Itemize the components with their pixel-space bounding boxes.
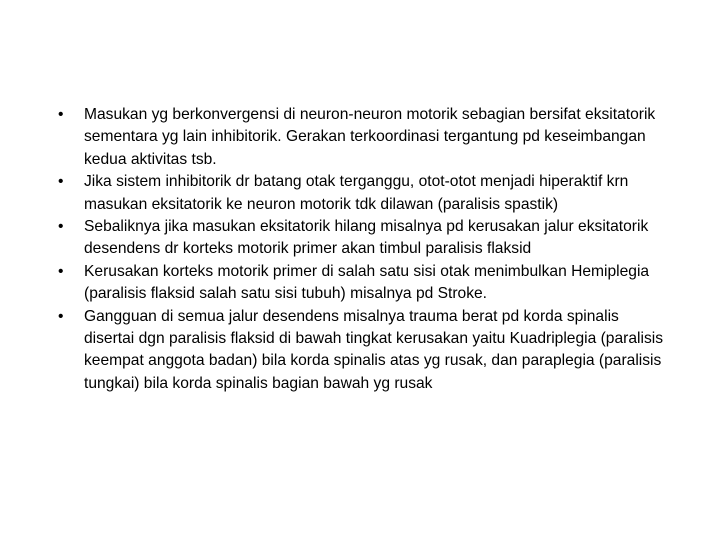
bullet-list: [58, 104, 668, 395]
bullet-marker: •: [58, 218, 64, 236]
bullet-text: Gangguan di semua jalur desendens misalnya trauma berat pd korda spinalis disertai dgn paralisis flaksid di bawah tingkat kerusakan yaitu Kuadriplegia (paralisis keempat anggota badan) bila korda spinalis atas yg rusak, dan paraplegia (paralisis tungkai) bila korda spinalis bagian bawah yg rusak: [84, 307, 664, 392]
bullet-marker: •: [58, 106, 64, 123]
bullet-marker: •: [58, 307, 64, 325]
bullet-item: [58, 171, 668, 216]
bullet-text: Sebaliknya jika masukan eksitatorik hilang misalnya pd kerusakan jalur eksitatorik desendens dr korteks motorik primer akan timbul paralisis flaksid: [84, 218, 649, 258]
bullet-text: Masukan yg berkonvergensi di neuron-neuron motorik sebagian bersifat eksitatorik sementara yg lain inhibitorik. Gerakan terkoordinasi tergantung pd keseimbangan kedua aktivitas tsb.: [84, 106, 656, 168]
bullet-item: [58, 104, 668, 171]
bullet-marker: •: [58, 173, 64, 191]
bullet-text: Kerusakan korteks motorik primer di salah satu sisi otak menimbulkan Hemiplegia (paralisis flaksid salah satu sisi tubuh) misalnya pd Stroke.: [84, 262, 650, 303]
bullet-marker: •: [58, 262, 64, 280]
bullet-item: [58, 306, 668, 396]
bullet-text: Jika sistem inhibitorik dr batang otak terganggu, otot-otot menjadi hiperaktif krn masukan eksitatorik ke neuron motorik tdk dilawan (paralisis spastik): [84, 173, 629, 213]
bullet-item: [58, 216, 668, 261]
bullet-item: [58, 261, 668, 306]
